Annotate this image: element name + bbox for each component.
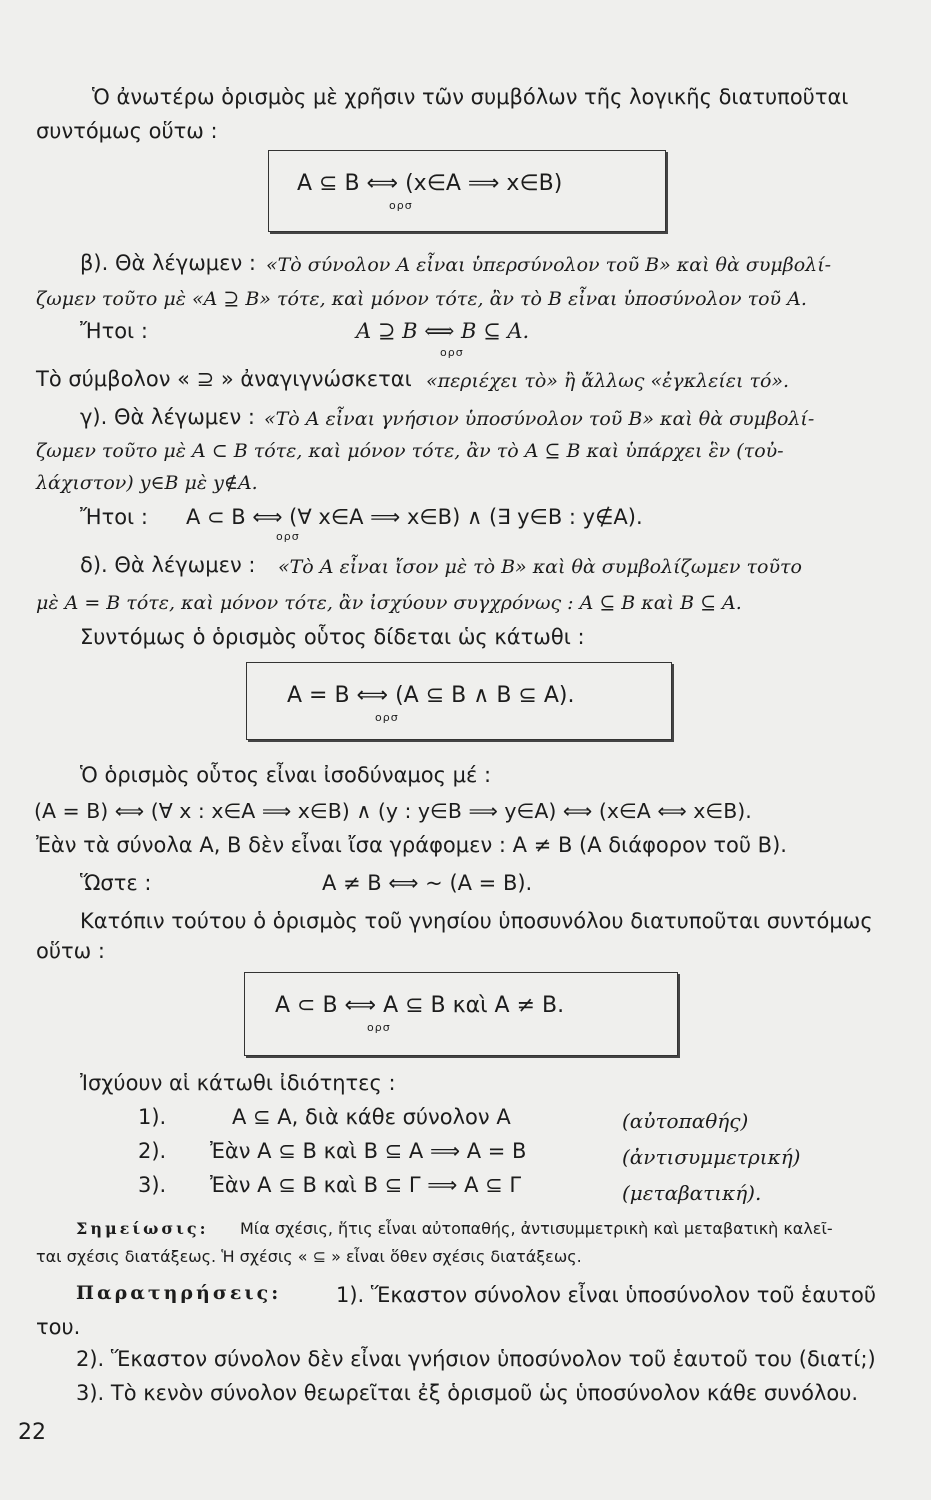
gamma-line-2: ζωμεν τοῦτο μὲ A ⊂ B τότε, καὶ μόνον τότε, ἂν τὸ A ⊆ B καὶ ὑπάρχει ἓν (τοὐ- [36,440,784,462]
remark-line-2: ται σχέσις διατάξεως. Ἡ σχέσις « ⊆ » εἶναι ὅθεν σχέσις διατάξεως. [36,1247,582,1266]
remark-line-1: Μία σχέσις, ἥτις εἶναι αὐτοπαθής, ἀντισυμμετρικὴ καὶ μεταβατικὴ καλεῖ- [240,1219,833,1238]
beta-line-1: «Τὸ σύνολον Α εἶναι ὑπερσύνολον τοῦ Β» καὶ θὰ συμβολί- [266,254,832,276]
gamma-line-3: λάχιστον) y∈B μὲ y∉A. [36,472,258,494]
property-1-number: 1). [138,1105,167,1129]
box1-formula: A ⊆ B ⟺ (x∈A ⟹ x∈B) [297,171,563,196]
properties-heading: Ἰσχύουν αἱ κάτωθι ἰδιότητες : [80,1071,396,1095]
observations-label: Παρατηρήσεις: [76,1282,282,1304]
observation-1: 1). Ἕκαστον σύνολον εἶναι ὑποσύνολον τοῦ ἑαυτοῦ [336,1283,877,1307]
gamma-formula: A ⊂ B ⟺ (∀ x∈A ⟹ x∈B) ∧ (∃ y∈B : y∉A). [186,505,643,529]
gamma-lead: γ). Θὰ λέγωμεν : [80,405,256,429]
gamma-etoi: Ἤτοι : [80,505,148,529]
gamma-line-1: «Τὸ Α εἶναι γνήσιον ὑποσύνολον τοῦ Β» καὶ θὰ συμβολί- [264,408,815,430]
property-1-text: A ⊆ A, διὰ κάθε σύνολον Α [232,1105,511,1129]
definition-box-proper-subset [244,972,678,1056]
property-3-text: Ἐὰν A ⊆ B καὶ B ⊆ Γ ⟹ A ⊆ Γ [210,1173,522,1197]
beta-symbol-line: Τὸ σύμβολον « ⊇ » ἀναγιγνώσκεται [36,367,412,391]
definition-box-subset [268,150,666,232]
box3-formula: A ⊂ B ⟺ A ⊆ B καὶ A ≠ B. [275,993,565,1018]
equiv-line-5: οὕτω : [36,939,105,963]
equiv-oste: Ὥστε : [80,871,152,895]
box2-formula: A = B ⟺ (A ⊆ B ∧ B ⊆ A). [287,683,575,708]
property-3-name: (μεταβατική). [622,1181,762,1205]
beta-etoi: Ἤτοι : [80,319,148,343]
page-number: 22 [18,1420,46,1445]
property-2-name: (ἀντισυμμετρική) [622,1145,801,1169]
property-1-name: (αὐτοπαθής) [622,1109,749,1133]
box1-note: ορσ [389,199,413,212]
delta-line-2: μὲ A = B τότε, καὶ μόνον τότε, ἂν ἰσχύουν συγχρόνως : A ⊆ B καὶ B ⊆ A. [36,592,742,614]
property-3-number: 3). [138,1173,167,1197]
observation-3: 3). Τὸ κενὸν σύνολον θεωρεῖται ἐξ ὁρισμοῦ ὡς ὑποσύνολον κάθε συνόλου. [76,1381,859,1405]
equiv-formula: (A = B) ⟺ (∀ x : x∈A ⟹ x∈B) ∧ (y : y∈B ⟹ y∈A) ⟺ (x∈A ⟺ x∈B). [34,799,752,823]
delta-summary: Συντόμως ὁ ὁρισμὸς οὗτος δίδεται ὡς κάτωθι : [80,625,585,649]
beta-line-2: ζωμεν τοῦτο μὲ «A ⊇ B» τότε, καὶ μόνον τότε, ἂν τὸ Β εἶναι ὑποσύνολον τοῦ Α. [36,288,807,310]
equiv-oste-formula: A ≠ B ⟺ ~ (A = B). [322,871,533,895]
box3-note: ορσ [367,1021,391,1034]
property-2-text: Ἐὰν A ⊆ B καὶ B ⊆ A ⟹ A = B [210,1139,527,1163]
property-2-number: 2). [138,1139,167,1163]
definition-box-equality [246,662,672,740]
beta-symbol-reading: «περιέχει τὸ» ἢ ἄλλως «ἐγκλείει τό». [426,370,790,392]
remark-label: Σημείωσις: [76,1219,209,1238]
box2-note: ορσ [375,711,399,724]
observation-2: 2). Ἕκαστον σύνολον δὲν εἶναι γνήσιον ὑποσύνολον τοῦ ἑαυτοῦ του (διατί;) [76,1347,876,1371]
delta-line-1: «Τὸ Α εἶναι ἴσον μὲ τὸ Β» καὶ θὰ συμβολίζωμεν τοῦτο [278,556,802,578]
intro-line-1: Ὁ ἀνωτέρω ὁρισμὸς μὲ χρῆσιν τῶν συμβόλων τῆς λογικῆς διατυποῦται [92,85,849,109]
equiv-line-4: Κατόπιν τούτου ὁ ὁρισμὸς τοῦ γνησίου ὑποσυνόλου διατυποῦται συντόμως [80,909,873,933]
beta-formula: A ⊇ B ⟺ B ⊆ A. [356,319,530,343]
intro-line-2: συντόμως οὕτω : [36,119,218,143]
delta-lead: δ). Θὰ λέγωμεν : [80,553,256,577]
equiv-neq-line: Ἐὰν τὰ σύνολα Α, Β δὲν εἶναι ἴσα γράφομεν : A ≠ B (A διάφορον τοῦ Β). [36,833,787,857]
observation-1-continued: του. [36,1315,81,1339]
equiv-line-1: Ὁ ὁρισμὸς οὗτος εἶναι ἰσοδύναμος μέ : [80,763,492,787]
gamma-note: ορσ [276,530,300,543]
beta-lead: β). Θὰ λέγωμεν : [80,251,256,275]
beta-note: ορσ [440,346,464,359]
